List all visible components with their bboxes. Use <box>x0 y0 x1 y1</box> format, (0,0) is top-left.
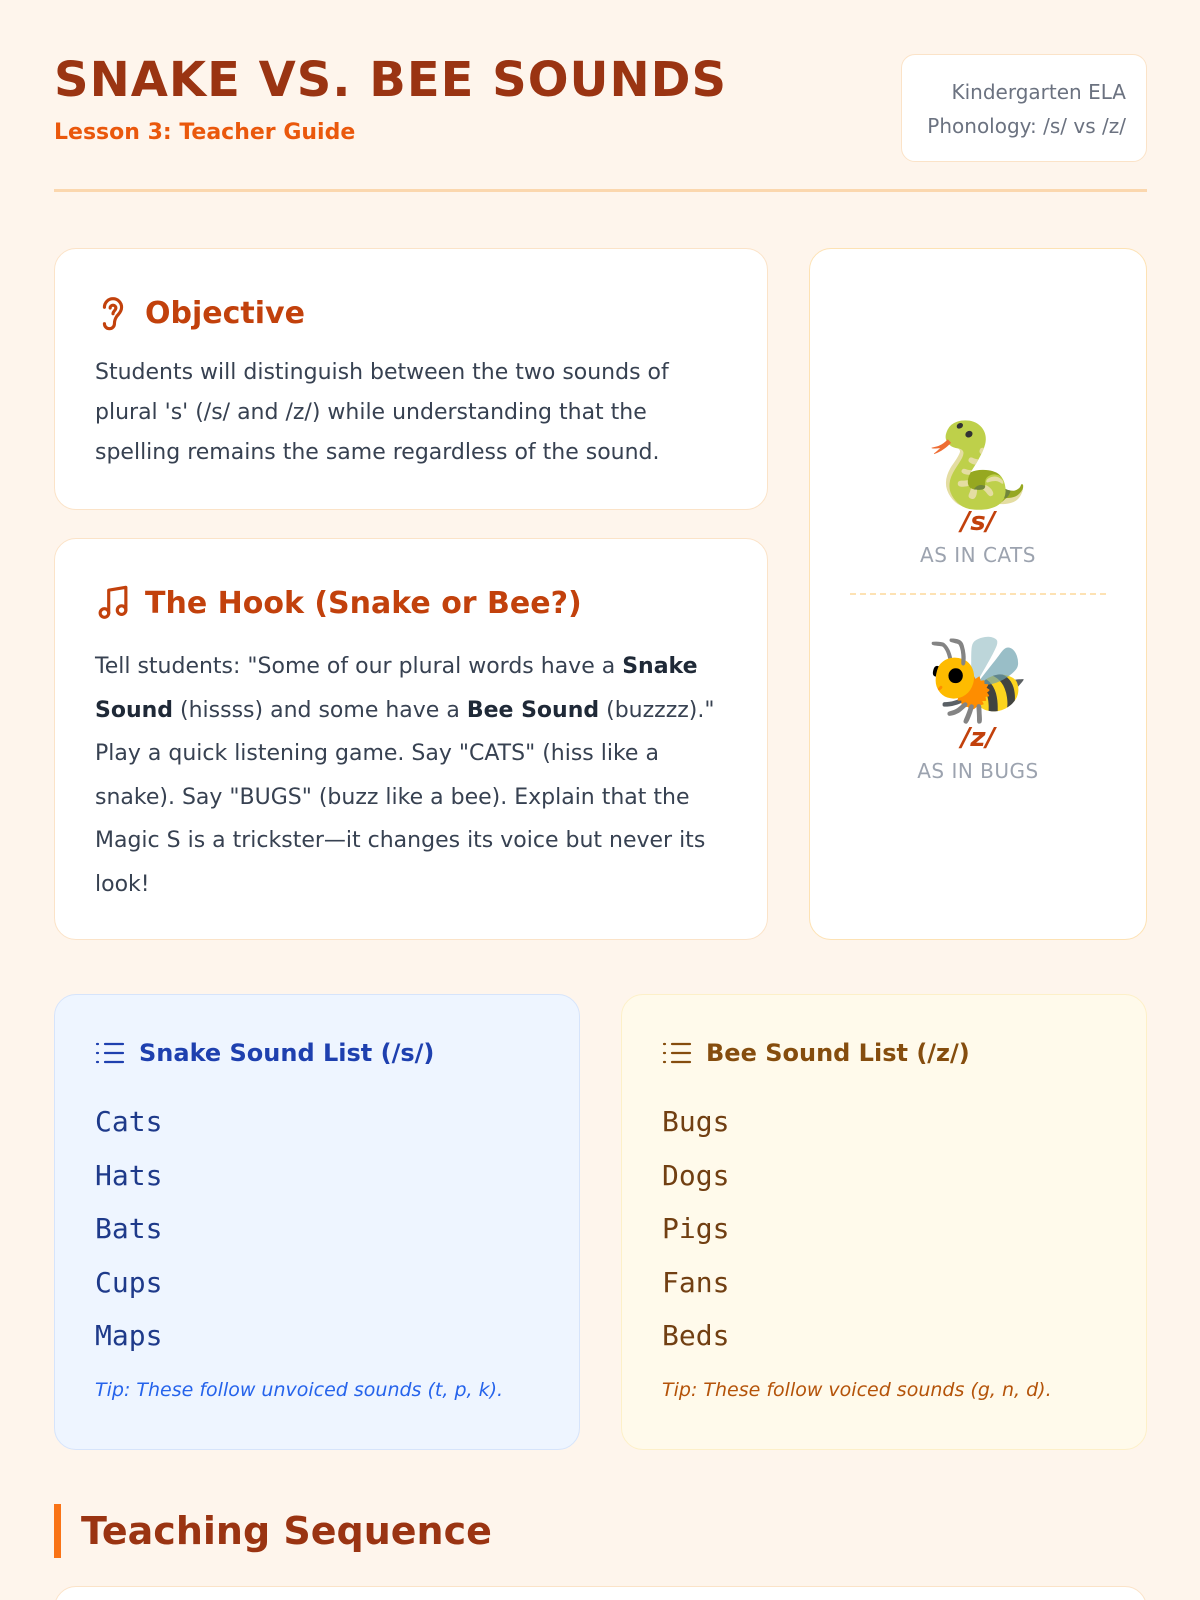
bee-sound-emphasis: Bee Sound <box>466 697 600 723</box>
bee-list-heading <box>662 1039 970 1067</box>
bee-example: AS IN BUGS <box>917 759 1039 783</box>
hook-heading <box>95 583 582 623</box>
topic-label: Phonology: /s/ vs /z/ <box>927 114 1126 138</box>
snake-word-list <box>95 1095 162 1363</box>
list-item: Dogs <box>662 1158 730 1192</box>
page-subtitle: Lesson 3: Teacher Guide <box>54 120 356 145</box>
grade-info-box <box>901 54 1147 162</box>
panel-divider <box>850 593 1106 595</box>
music-note-icon <box>95 583 131 623</box>
list-item: Pigs <box>662 1212 730 1245</box>
snake-list-heading <box>95 1039 434 1067</box>
bee-sound-list-card <box>621 994 1147 1450</box>
snake-example: AS IN CATS <box>920 543 1036 567</box>
hook-text <box>95 645 737 906</box>
bee-word-list <box>662 1095 729 1363</box>
bee-icon: 🐝 <box>925 630 1031 728</box>
hook-card <box>54 538 768 940</box>
snake-list-tip: Tip: These follow unvoiced sounds (t, p, k). <box>95 1379 504 1401</box>
bee-list-tip: Tip: These follow voiced sounds (g, n, d). <box>662 1379 1052 1401</box>
objective-title: Objective <box>145 295 305 331</box>
grade-label: Kindergarten ELA <box>951 80 1126 104</box>
list-item: Cats <box>95 1105 163 1138</box>
objective-heading <box>95 293 305 333</box>
list-icon <box>662 1040 692 1066</box>
snake-list-title: Snake Sound List (/s/) <box>139 1039 435 1067</box>
list-item: Fans <box>662 1265 730 1299</box>
hook-title: The Hook (Snake or Bee?) <box>145 585 582 621</box>
list-item: Hats <box>95 1158 163 1192</box>
teaching-sequence-heading: Teaching Sequence <box>54 1504 492 1558</box>
teaching-sequence-card <box>54 1586 1147 1600</box>
bee-sound-label: /z/ <box>960 723 996 753</box>
list-item: Cups <box>95 1265 163 1299</box>
list-item: Maps <box>95 1319 163 1352</box>
objective-text: Students will distinguish between the two sounds of plural 's' (/s/ and /z/) while understanding that the spelling remains the same regardless of the sound. <box>95 360 669 465</box>
ear-icon <box>95 293 131 333</box>
list-icon <box>95 1040 125 1066</box>
page-title: SNAKE VS. BEE SOUNDS <box>54 52 728 108</box>
bee-list-title: Bee Sound List (/z/) <box>706 1039 970 1067</box>
list-item: Beds <box>662 1319 730 1352</box>
lesson-page <box>54 0 1147 1553</box>
sound-reference-panel <box>809 248 1147 940</box>
hook-text-part: Tell students: "Some of our plural words have a <box>95 654 623 679</box>
snake-sound-list-card <box>54 994 580 1450</box>
snake-icon: 🐍 <box>925 416 1031 514</box>
hook-text-part: (hissss) and some have a <box>173 697 467 723</box>
snake-sound-emphasis: Snake Sound <box>95 654 698 723</box>
list-item: Bugs <box>662 1105 730 1138</box>
list-item: Bats <box>95 1212 163 1245</box>
objective-card <box>54 248 768 510</box>
snake-sound-label: /s/ <box>960 507 996 537</box>
page-header <box>54 0 1147 192</box>
hook-text-part: (buzzzz)." Play a quick listening game. Say "CATS" (hiss like a snake). Say "BUGS" (buzz like a bee). Explain that the Magic S is a trickster—it changes its voice but never its look! <box>95 697 715 897</box>
